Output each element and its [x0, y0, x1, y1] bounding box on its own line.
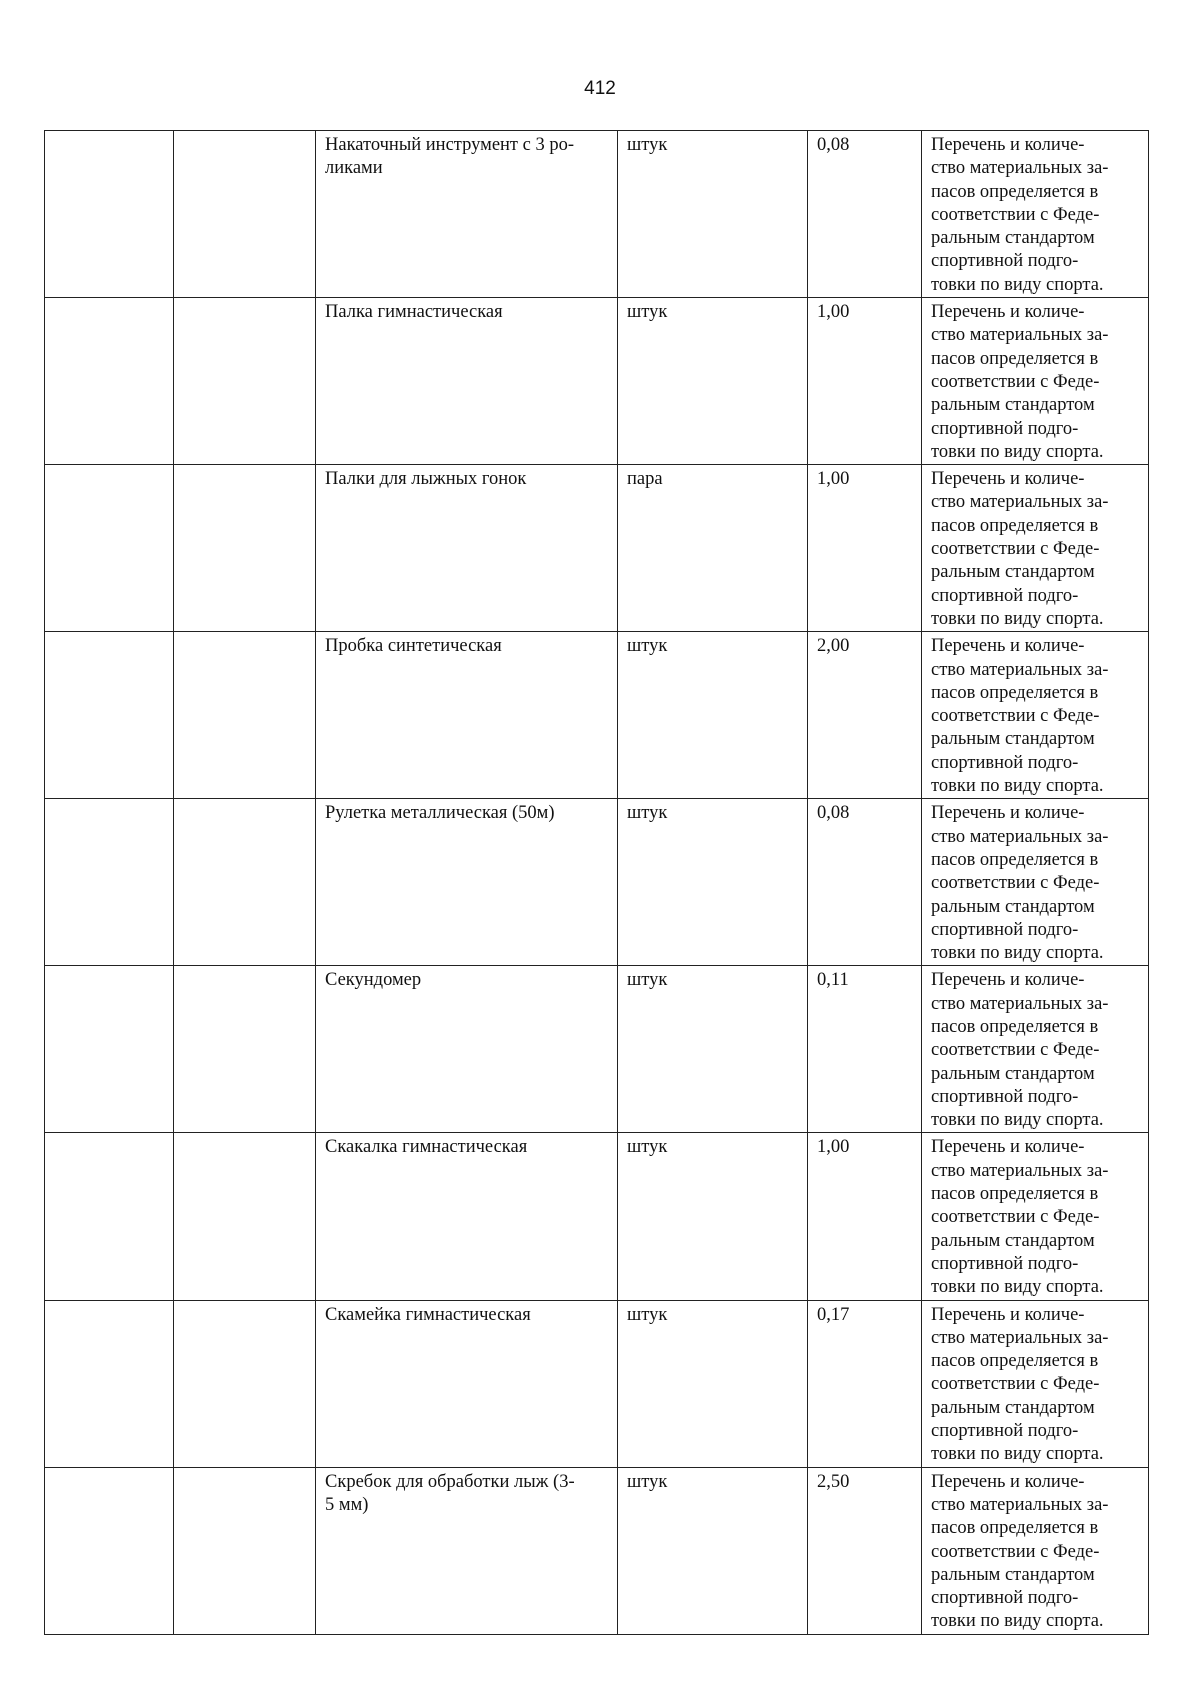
empty-cell	[45, 632, 174, 799]
table-row	[45, 1133, 1149, 1300]
note-line: ральным стандартом	[931, 562, 1095, 583]
note-cell	[922, 131, 1149, 298]
note-line: Перечень и количе-	[931, 302, 1085, 323]
note-line: ство материальных за-	[931, 826, 1109, 847]
note-line: ральным стандартом	[931, 729, 1095, 750]
empty-cell	[174, 1467, 316, 1634]
table-row	[45, 298, 1149, 465]
empty-cell	[45, 465, 174, 632]
unit-cell: штук	[618, 1467, 808, 1634]
item-name-cell	[316, 632, 618, 799]
note-line: Перечень и количе-	[931, 1137, 1085, 1158]
unit-cell: пара	[618, 465, 808, 632]
empty-cell	[174, 1300, 316, 1467]
item-name-line: Секундомер	[325, 970, 422, 991]
empty-cell	[45, 131, 174, 298]
note-line: товки по виду спорта.	[931, 1277, 1104, 1298]
note-line: ство материальных за-	[931, 325, 1109, 346]
item-name-cell	[316, 465, 618, 632]
note-cell	[922, 1133, 1149, 1300]
item-name-cell	[316, 131, 618, 298]
note-line: ральным стандартом	[931, 1397, 1095, 1418]
note-cell	[922, 966, 1149, 1133]
table-row	[45, 1300, 1149, 1467]
note-line: пасов определяется в	[931, 1184, 1099, 1205]
table-body	[45, 131, 1149, 1635]
note-line: товки по виду спорта.	[931, 274, 1104, 295]
note-cell	[922, 799, 1149, 966]
note-cell	[922, 298, 1149, 465]
note-line: Перечень и количе-	[931, 970, 1085, 991]
note-line: ство материальных за-	[931, 993, 1109, 1014]
note-line: пасов определяется в	[931, 682, 1099, 703]
empty-cell	[45, 298, 174, 465]
item-name-line: Скамейка гимнастическая	[325, 1304, 531, 1325]
note-line: товки по виду спорта.	[931, 943, 1104, 964]
note-line: ральным стандартом	[931, 896, 1095, 917]
quantity-cell: 1,00	[808, 1133, 922, 1300]
note-line: пасов определяется в	[931, 348, 1099, 369]
item-name-cell	[316, 1300, 618, 1467]
note-line: ральным стандартом	[931, 1564, 1095, 1585]
empty-cell	[174, 799, 316, 966]
note-cell	[922, 632, 1149, 799]
note-line: пасов определяется в	[931, 515, 1099, 536]
table-row	[45, 465, 1149, 632]
table-row	[45, 799, 1149, 966]
item-name-line: Палки для лыжных гонок	[325, 469, 527, 490]
note-line: спортивной подго-	[931, 752, 1079, 773]
quantity-cell: 2,00	[808, 632, 922, 799]
note-line: ство материальных за-	[931, 1494, 1109, 1515]
empty-cell	[174, 966, 316, 1133]
note-line: пасов определяется в	[931, 1351, 1099, 1372]
note-line: Перечень и количе-	[931, 803, 1085, 824]
note-line: соответствии с Феде-	[931, 706, 1100, 727]
quantity-cell: 1,00	[808, 298, 922, 465]
unit-cell: штук	[618, 799, 808, 966]
empty-cell	[174, 131, 316, 298]
page-number: 412	[584, 78, 616, 99]
note-line: соответствии с Феде-	[931, 539, 1100, 560]
item-name-line: Пробка синтетическая	[325, 636, 502, 657]
quantity-cell: 0,17	[808, 1300, 922, 1467]
note-line: пасов определяется в	[931, 1016, 1099, 1037]
note-line: спортивной подго-	[931, 1253, 1079, 1274]
note-line: товки по виду спорта.	[931, 776, 1104, 797]
quantity-cell: 0,08	[808, 799, 922, 966]
item-name-cell	[316, 966, 618, 1133]
note-line: Перечень и количе-	[931, 469, 1085, 490]
note-line: соответствии с Феде-	[931, 371, 1100, 392]
empty-cell	[45, 799, 174, 966]
note-line: спортивной подго-	[931, 919, 1079, 940]
note-line: спортивной подго-	[931, 1086, 1079, 1107]
note-line: спортивной подго-	[931, 418, 1079, 439]
item-name-line: Скребок для обработки лыж (3-	[325, 1471, 575, 1492]
item-name-cell	[316, 799, 618, 966]
empty-cell	[45, 1467, 174, 1634]
note-line: соответствии с Феде-	[931, 873, 1100, 894]
quantity-cell: 0,08	[808, 131, 922, 298]
note-line: ральным стандартом	[931, 228, 1095, 249]
item-name-line: Скакалка гимнастическая	[325, 1137, 528, 1158]
table-row	[45, 966, 1149, 1133]
unit-cell: штук	[618, 1133, 808, 1300]
note-line: товки по виду спорта.	[931, 441, 1104, 462]
unit-cell: штук	[618, 1300, 808, 1467]
empty-cell	[174, 298, 316, 465]
unit-cell: штук	[618, 131, 808, 298]
table-row	[45, 131, 1149, 298]
empty-cell	[174, 632, 316, 799]
note-line: ство материальных за-	[931, 659, 1109, 680]
note-line: пасов определяется в	[931, 1518, 1099, 1539]
item-name-cell	[316, 298, 618, 465]
unit-cell: штук	[618, 298, 808, 465]
note-line: спортивной подго-	[931, 251, 1079, 272]
quantity-cell: 0,11	[808, 966, 922, 1133]
note-line: спортивной подго-	[931, 1421, 1079, 1442]
note-line: ство материальных за-	[931, 492, 1109, 513]
note-line: товки по виду спорта.	[931, 1611, 1104, 1632]
note-line: ство материальных за-	[931, 1160, 1109, 1181]
note-line: спортивной подго-	[931, 585, 1079, 606]
note-line: товки по виду спорта.	[931, 608, 1104, 629]
unit-cell: штук	[618, 632, 808, 799]
note-line: ральным стандартом	[931, 1230, 1095, 1251]
note-cell	[922, 1467, 1149, 1634]
note-line: товки по виду спорта.	[931, 1444, 1104, 1465]
item-name-line: 5 мм)	[325, 1494, 369, 1515]
note-line: ство материальных за-	[931, 158, 1109, 179]
item-name-line: Палка гимнастическая	[325, 302, 503, 323]
quantity-cell: 1,00	[808, 465, 922, 632]
empty-cell	[174, 465, 316, 632]
note-line: пасов определяется в	[931, 181, 1099, 202]
note-line: ральным стандартом	[931, 395, 1095, 416]
note-line: Перечень и количе-	[931, 1304, 1085, 1325]
materials-table	[44, 130, 1149, 1635]
note-line: пасов определяется в	[931, 849, 1099, 870]
note-line: Перечень и количе-	[931, 135, 1085, 155]
note-line: Перечень и количе-	[931, 1471, 1085, 1492]
note-line: соответствии с Феде-	[931, 1374, 1100, 1395]
quantity-cell: 2,50	[808, 1467, 922, 1634]
note-cell	[922, 465, 1149, 632]
item-name-cell	[316, 1133, 618, 1300]
item-name-line: Накаточный инструмент с 3 ро-	[325, 135, 575, 155]
note-line: Перечень и количе-	[931, 636, 1085, 657]
table-row	[45, 632, 1149, 799]
note-line: спортивной подго-	[931, 1588, 1079, 1609]
empty-cell	[45, 1300, 174, 1467]
note-line: соответствии с Феде-	[931, 1040, 1100, 1061]
note-cell	[922, 1300, 1149, 1467]
item-name-line: ликами	[325, 158, 383, 179]
note-line: соответствии с Феде-	[931, 1207, 1100, 1228]
empty-cell	[45, 966, 174, 1133]
note-line: товки по виду спорта.	[931, 1110, 1104, 1131]
empty-cell	[45, 1133, 174, 1300]
unit-cell: штук	[618, 966, 808, 1133]
note-line: ство материальных за-	[931, 1327, 1109, 1348]
item-name-line: Рулетка металлическая (50м)	[325, 803, 555, 824]
note-line: ральным стандартом	[931, 1063, 1095, 1084]
item-name-cell	[316, 1467, 618, 1634]
note-line: соответствии с Феде-	[931, 1541, 1100, 1562]
note-line: соответствии с Феде-	[931, 204, 1100, 225]
empty-cell	[174, 1133, 316, 1300]
table-row	[45, 1467, 1149, 1634]
